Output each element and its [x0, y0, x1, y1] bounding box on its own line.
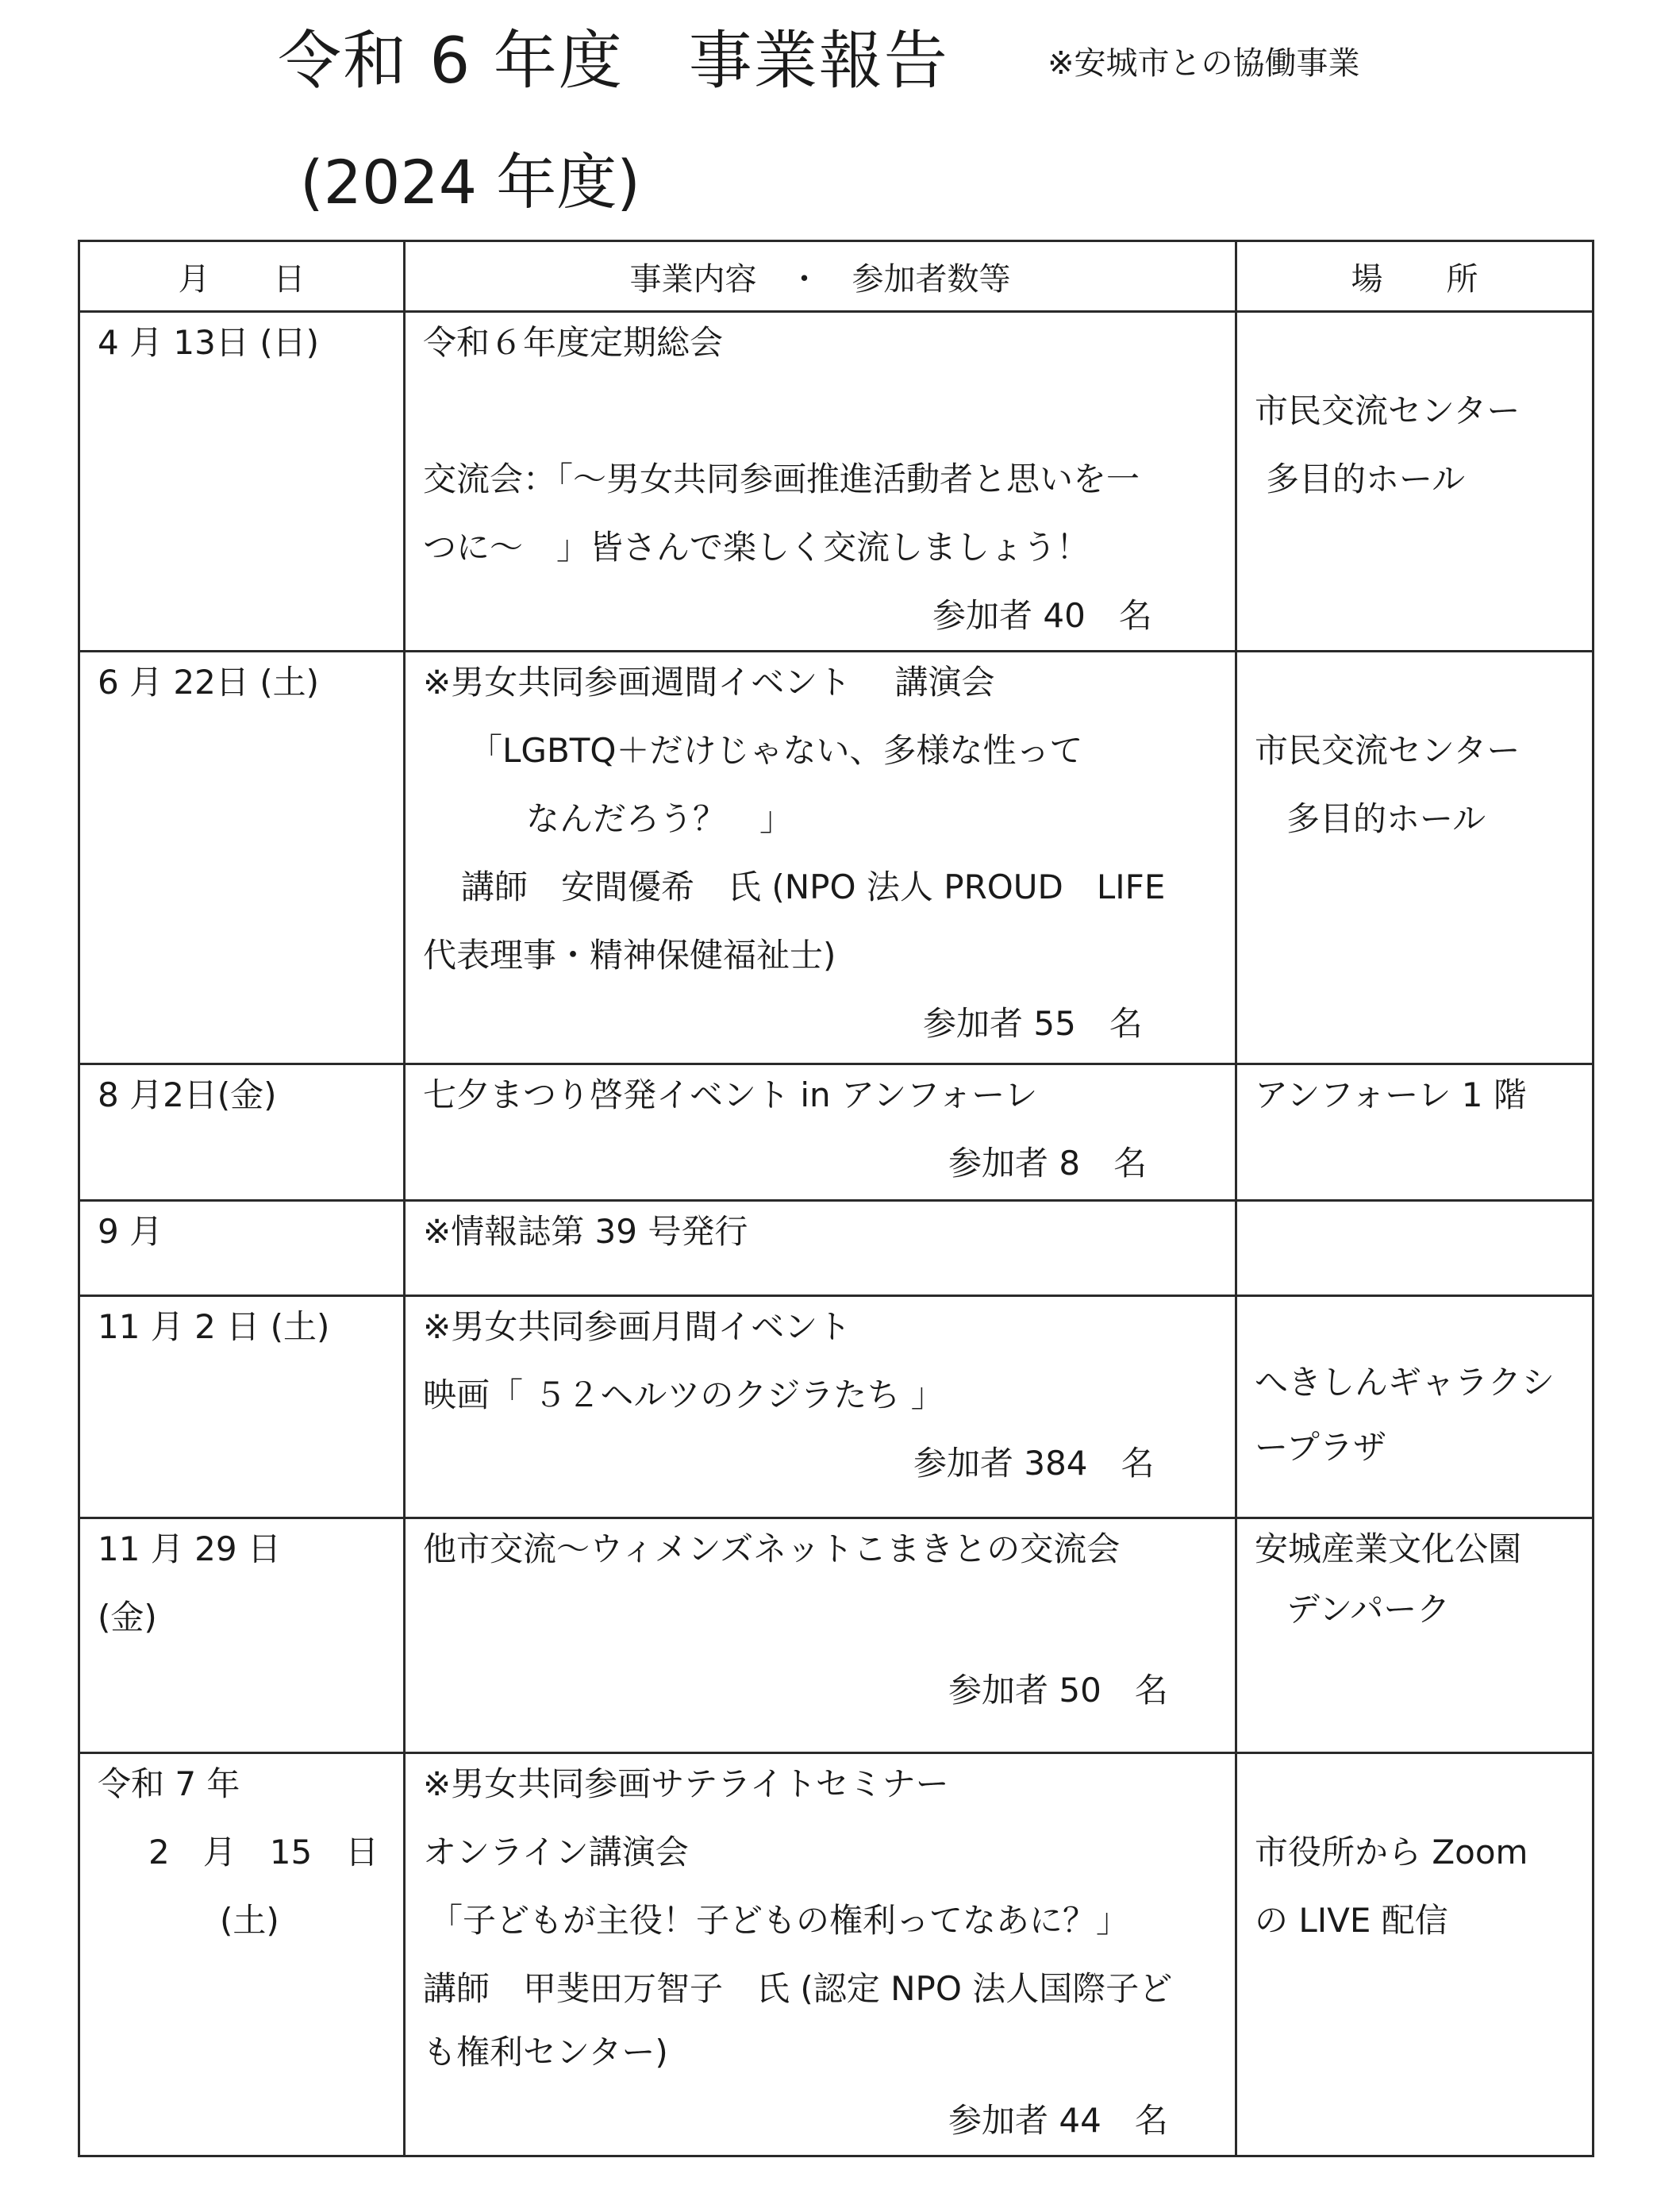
content-line: ※情報誌第 39 号発行	[423, 1212, 748, 1251]
title-note: ※安城市との協働事業	[1048, 45, 1360, 82]
content-line: 講師 安間優希 氏 (NPO 法人 PROUD LIFE	[461, 867, 1166, 906]
content-cell	[405, 1518, 1236, 1753]
table-row	[79, 1296, 1594, 1518]
content-cell	[405, 1753, 1236, 2156]
table-row	[79, 652, 1594, 1064]
participant-count: 参加者 384 名	[913, 1444, 1155, 1483]
place-line: の LIVE 配信	[1255, 1901, 1448, 1940]
place-cell	[1236, 312, 1594, 652]
report-table	[78, 240, 1594, 2157]
place-line: 市民交流センター	[1255, 731, 1521, 770]
place-cell	[1236, 1753, 1594, 2156]
participant-count: 参加者 50 名	[948, 1671, 1168, 1710]
date-cell	[79, 312, 405, 652]
date-cell	[79, 652, 405, 1064]
date-line: (金)	[98, 1598, 157, 1637]
table-row	[79, 1753, 1594, 2156]
table-row	[79, 1518, 1594, 1753]
content-line: 交流会：「～男女共同参画推進活動者と思いを一	[423, 460, 1140, 498]
content-line: 講師 甲斐田万智子 氏 (認定 NPO 法人国際子ど	[423, 1969, 1173, 2008]
place-cell	[1236, 1518, 1594, 1753]
place-line: アンフォーレ 1 階	[1255, 1075, 1527, 1114]
date-cell	[79, 1201, 405, 1296]
place-line: ープラザ	[1255, 1428, 1386, 1467]
content-line: 他市交流～ウィメンズネットこまきとの交流会	[423, 1529, 1121, 1568]
table-row	[79, 1201, 1594, 1296]
participant-count: 参加者 40 名	[932, 596, 1152, 635]
content-line: 映画「 ５２ヘルツのクジラたち 」	[423, 1375, 944, 1414]
content-line: ※男女共同参画サテライトセミナー	[423, 1764, 949, 1803]
content-cell	[405, 312, 1236, 652]
date-line: 11 月 29 日	[98, 1529, 281, 1568]
content-cell	[405, 1201, 1236, 1296]
date-line: 11 月 2 日 (土)	[98, 1307, 330, 1346]
place-cell	[1236, 1201, 1594, 1296]
place-line: 多目的ホール	[1266, 460, 1466, 498]
content-line: 令和６年度定期総会	[423, 323, 724, 362]
content-cell	[405, 1064, 1236, 1201]
date-cell	[79, 1296, 405, 1518]
place-cell	[1236, 1296, 1594, 1518]
participant-count: 参加者 8 名	[948, 1144, 1148, 1183]
date-line: 令和 7 年	[98, 1764, 240, 1803]
content-line: なんだろう？ 」	[526, 799, 794, 838]
place-line: 市役所から Zoom	[1255, 1833, 1528, 1872]
table-header-row	[79, 241, 1594, 312]
place-line: へきしんギャラクシ	[1255, 1363, 1555, 1402]
date-cell	[79, 1518, 405, 1753]
date-line: 8 月2日(金)	[98, 1075, 277, 1114]
date-line: 2 月 15 日	[148, 1833, 379, 1872]
place-line: 安城産業文化公園	[1255, 1529, 1522, 1568]
content-line: ※男女共同参画週間イベント 講演会	[423, 663, 995, 702]
participant-count: 参加者 44 名	[948, 2101, 1168, 2140]
date-line: 9 月	[98, 1212, 163, 1251]
date-line: (土)	[220, 1901, 279, 1940]
header-place: 場 所	[1236, 241, 1594, 312]
place-line: 市民交流センター	[1255, 391, 1521, 430]
place-line: 多目的ホール	[1286, 799, 1486, 838]
place-cell	[1236, 652, 1594, 1064]
header-date: 月 日	[79, 241, 405, 312]
participant-count: 参加者 55 名	[923, 1004, 1143, 1043]
content-line: 代表理事・精神保健福祉士)	[423, 936, 836, 975]
content-line: 「子どもが主役！子どもの権利ってなあに？」	[429, 1901, 1130, 1940]
table-row	[79, 1064, 1594, 1201]
content-line: 七夕まつり啓発イベント in アンフォーレ	[423, 1075, 1038, 1114]
content-line: も権利センター)	[423, 2033, 668, 2072]
date-line: 6 月 22日 (土)	[98, 663, 319, 702]
content-line: 「LGBTQ＋だけじゃない、多様な性って	[469, 731, 1083, 770]
place-line: デンパーク	[1286, 1590, 1451, 1629]
page-title: 令和 6 年度 事業報告	[278, 24, 949, 98]
page-subtitle: (2024 年度)	[300, 147, 640, 217]
date-cell	[79, 1064, 405, 1201]
content-cell	[405, 652, 1236, 1064]
content-cell	[405, 1296, 1236, 1518]
content-line: ※男女共同参画月間イベント	[423, 1307, 852, 1346]
date-line: 4 月 13日 (日)	[98, 323, 319, 362]
header-content: 事業内容 ・ 参加者数等	[405, 241, 1236, 312]
content-line: つに～ 」皆さんで楽しく交流しましょう！	[423, 528, 1090, 567]
date-cell	[79, 1753, 405, 2156]
place-cell	[1236, 1064, 1594, 1201]
table-row	[79, 312, 1594, 652]
content-line: オンライン講演会	[423, 1833, 689, 1872]
